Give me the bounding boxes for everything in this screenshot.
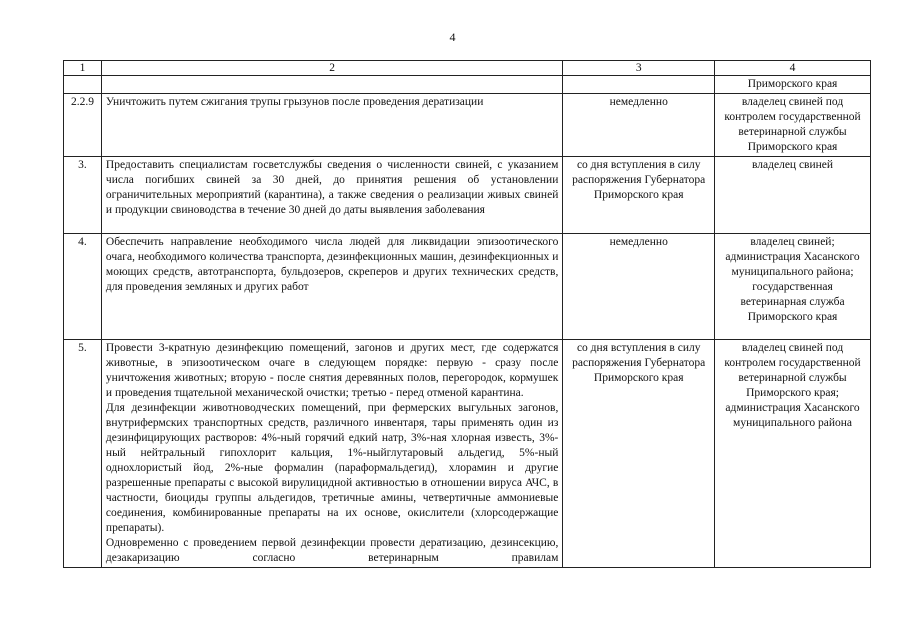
row-deadline: немедленно bbox=[563, 94, 715, 157]
row-action bbox=[101, 76, 562, 94]
action-paragraph: Провести 3-кратную дезинфекцию помещений, загонов и других мест, где содержатся животные, в эпизоотическом очаге в следующем порядке: первую - сразу после уничтожения животных; вторую - после снятия деревянных полов, перегородок, кормушек и проведения тщательной механической очистки; третью - перед отменой карантина. bbox=[105, 342, 559, 399]
action-paragraph: Для дезинфекции животноводческих помещений, при фермерских выгульных загонов, внутрифермских транспортных средств, различного инвентаря, тары применять один из дезинфицирующих растворов: 4%-ный горячий едкий натр, 3%-ная хлорная известь, 3%-ный нейтральный гипохлорит кальция, 1%-ныйглутаровый альдегид, 5%-ный однохлористый йод, 2%-ные формалин (параформальдегид), хлорамин и другие разрешенные препараты с высокой вирулицидной активностью в отношении вируса АЧС, в частности, биоциды группы альдегидов, третичные амины, четвертичные аммониевые соединения, комбинированные препараты на их основе, окислители (хлорсодержащие препараты). bbox=[105, 402, 559, 534]
row-responsible: владелец свиней под контролем государственной ветеринарной службы Приморского края bbox=[715, 94, 871, 157]
column-header-4: 4 bbox=[715, 61, 871, 76]
row-responsible: владелец свиней под контролем государственной ветеринарной службы Приморского края; администрация Хасанского муниципального района bbox=[715, 340, 871, 568]
row-deadline: со дня вступления в силу распоряжения Губернатора Приморского края bbox=[563, 157, 715, 234]
page-number: 4 bbox=[449, 30, 456, 44]
row-action: Предоставить специалистам госветслужбы сведения о численности свиней, с указанием числа погибших свиней за 30 дней, до принятия решения об установлении ограничительных мероприятий (карантина), а также сведения о реализации живых свиней и продукции свиноводства в течение 30 дней до даты выявления заболевания bbox=[101, 157, 562, 234]
row-deadline: со дня вступления в силу распоряжения Губернатора Приморского края bbox=[563, 340, 715, 568]
column-header-1: 1 bbox=[64, 61, 102, 76]
row-number: 5. bbox=[64, 340, 102, 568]
row-deadline: немедленно bbox=[563, 234, 715, 340]
row-action: Обеспечить направление необходимого числа людей для ликвидации эпизоотического очага, необходимого количества транспорта, дезинфекционных машин, дезинфекционных и моющих средств, автотранспорта, бульдозеров, скреперов и других технических средств, для проведения земляных и других работ bbox=[101, 234, 562, 340]
table-row-continuation bbox=[64, 76, 871, 94]
row-number bbox=[64, 76, 102, 94]
row-number: 2.2.9 bbox=[64, 94, 102, 157]
action-paragraph: Одновременно с проведением первой дезинфекции провести дератизацию, дезинсекцию, дезакаризацию согласно ветеринарным правилам bbox=[105, 537, 559, 564]
row-responsible: Приморского края bbox=[715, 76, 871, 94]
row-action: Уничтожить путем сжигания трупы грызунов после проведения дератизации bbox=[101, 94, 562, 157]
table-row-3 bbox=[64, 157, 871, 234]
row-responsible: владелец свиней bbox=[715, 157, 871, 234]
row-responsible: владелец свиней; администрация Хасанского муниципального района; государственная ветеринарная служба Приморского края bbox=[715, 234, 871, 340]
column-header-2: 2 bbox=[101, 61, 562, 76]
row-action bbox=[101, 340, 562, 568]
column-header-3: 3 bbox=[563, 61, 715, 76]
measures-table bbox=[63, 60, 871, 568]
table-row-5 bbox=[64, 340, 871, 568]
table-row-4 bbox=[64, 234, 871, 340]
table-row-2-2-9 bbox=[64, 94, 871, 157]
table-header-row bbox=[64, 61, 871, 76]
row-deadline bbox=[563, 76, 715, 94]
row-number: 4. bbox=[64, 234, 102, 340]
row-number: 3. bbox=[64, 157, 102, 234]
